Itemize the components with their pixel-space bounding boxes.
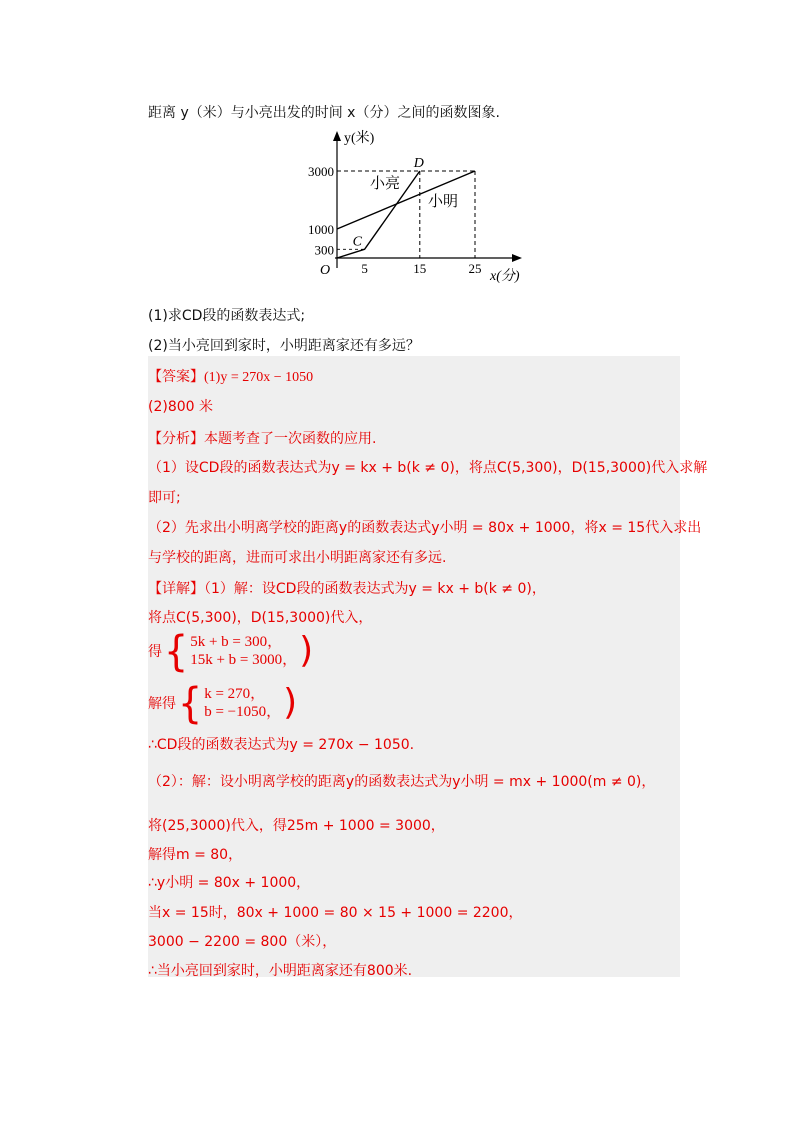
equation-system-1: [148, 626, 314, 676]
y-axis-label: y(米): [344, 131, 375, 146]
system-2-prefix: 解得: [148, 696, 176, 712]
right-paren-icon: ): [283, 682, 298, 723]
detail-line-1: 将点C(5,300)，D(15,3000)代入，: [148, 610, 373, 626]
question-1: (1)求CD段的函数表达式;: [148, 308, 306, 324]
left-brace-icon: {: [178, 678, 203, 728]
system-1-row-1: 5k + b = 300，: [190, 634, 283, 650]
analysis-text-0: 本题考查了一次函数的应用.: [204, 431, 377, 447]
question-2: (2)当小亮回到家时，小明距离家还有多远？: [148, 338, 420, 354]
detail-line-0: [148, 578, 546, 598]
series-label-xiaoming: 小明: [428, 194, 459, 210]
intro-text: 距离 y（米）与小亮出发的时间 x（分）之间的函数图象.: [148, 105, 500, 121]
detail-line-10: 3000 − 2200 = 800（米），: [148, 934, 337, 950]
detail-line-7: 解得m = 80，: [148, 847, 243, 863]
detail-line-11: ∴当小亮回到家时，小明距离家还有800米.: [148, 963, 413, 979]
analysis-line-4: 与学校的距离，进而可求出小明距离家还有多远.: [148, 550, 447, 566]
x-tick-label: 5: [361, 261, 368, 276]
function-graph: [300, 128, 540, 288]
right-paren-icon: ): [299, 630, 314, 671]
equation-system-2: [148, 678, 298, 728]
x-axis-label: x(分): [490, 269, 520, 284]
system-1-row-2: 15k + b = 3000，: [190, 652, 298, 668]
y-tick-label: 300: [314, 242, 334, 258]
point-label-d: D: [413, 156, 424, 171]
detail-line-6: 将(25,3000)代入，得25m + 1000 = 3000，: [148, 818, 445, 834]
detail-tag: 【详解】: [148, 581, 204, 597]
answer-tag: 【答案】: [148, 369, 204, 385]
detail-line-4: ∴CD段的函数表达式为y = 270x − 1050.: [148, 737, 415, 753]
system-1-prefix: 得: [148, 644, 162, 660]
answer-2: (2)800 米: [148, 399, 214, 415]
analysis-line-3: （2）先求出小明离学校的距离y的函数表达式y小明 = 80x + 1000，将x = 15代入求出: [148, 520, 702, 536]
left-brace-icon: {: [164, 626, 189, 676]
point-label-c: C: [352, 234, 362, 250]
answer-line-1: [148, 366, 313, 386]
y-tick-label: 1000: [308, 222, 334, 237]
analysis-line-2: 即可;: [148, 490, 181, 506]
detail-line-5: （2）：解：设小明离学校的距离y的函数表达式为y小明 = mx + 1000(m ≠ 0)，: [148, 774, 656, 790]
detail-text-0: （1）解：设CD段的函数表达式为y = kx + b(k ≠ 0)，: [204, 581, 546, 597]
system-2-row-2: b = −1050，: [204, 704, 282, 720]
system-2-row-1: k = 270，: [204, 686, 266, 702]
detail-line-9: 当x = 15时，80x + 1000 = 80 × 15 + 1000 = 2200，: [148, 905, 523, 921]
analysis-line-1: （1）设CD段的函数表达式为y = kx + b(k ≠ 0)，将点C(5,300)，D(15,3000)代入求解: [148, 460, 708, 476]
y-tick-label: 3000: [308, 164, 334, 179]
x-axis-arrow: [512, 254, 522, 262]
detail-line-8: ∴y小明 = 80x + 1000，: [148, 875, 311, 891]
x-tick-label: 25: [468, 261, 482, 276]
series-label-xiaoliang: 小亮: [370, 176, 401, 192]
y-axis-arrow: [333, 131, 341, 141]
analysis-line-0: [148, 428, 376, 448]
answer-1: (1)y = 270x − 1050: [204, 370, 314, 385]
analysis-tag: 【分析】: [148, 431, 204, 447]
origin-label: O: [320, 263, 331, 278]
x-tick-label: 15: [413, 261, 427, 276]
